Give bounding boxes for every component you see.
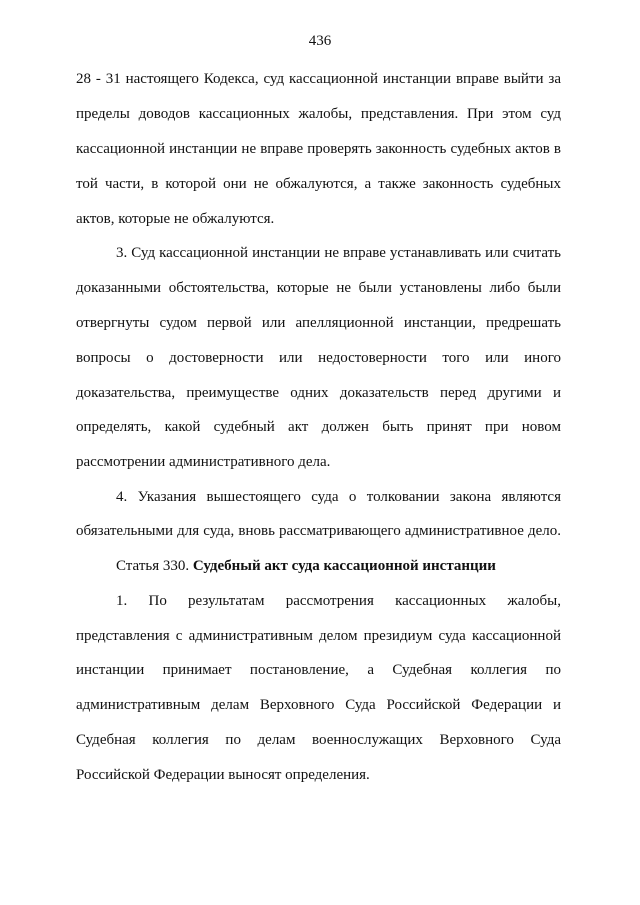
text-line: Российской Федерации выносят определения.: [76, 767, 370, 783]
text-line: рассмотрении административного дела.: [76, 454, 331, 470]
article-title: Судебный акт суда кассационной инстанции: [192, 558, 496, 574]
text-line: обязательными для суда, вновь рассматривающего административное дело.: [76, 523, 561, 539]
text-line: определять, какой судебный акт должен быть принят при новом: [76, 419, 561, 435]
text-line: инстанции принимает постановление, а Судебная коллегия по: [76, 662, 561, 678]
text-line: административным делам Верховного Суда Российской Федерации и: [76, 697, 561, 713]
text-line: отвергнуты судом первой или апелляционной инстанции, предрешать: [76, 315, 561, 331]
text-line: доказанными обстоятельства, которые не были установлены либо были: [76, 280, 561, 296]
text-line: 3. Суд кассационной инстанции не вправе устанавливать или считать: [116, 245, 561, 261]
text-line: 28 - 31 настоящего Кодекса, суд кассационной инстанции вправе выйти за: [76, 71, 561, 87]
text-line: 1. По результатам рассмотрения кассационных жалобы,: [116, 593, 561, 609]
text-line: кассационной инстанции не вправе проверять законность судебных актов в: [76, 141, 561, 157]
article-number: Статья 330.: [116, 558, 193, 574]
article-heading: [116, 556, 561, 576]
text-line: доказательства, преимуществе одних доказательств перед другими и: [76, 385, 561, 401]
text-line: вопросы о достоверности или недостоверности того или иного: [76, 350, 561, 366]
text-line: представления с административным делом президиум суда кассационной: [76, 628, 561, 644]
text-line: той части, в которой они не обжалуются, а также законность судебных: [76, 176, 561, 192]
text-line: пределы доводов кассационных жалобы, представления. При этом суд: [76, 106, 561, 122]
page-number: 436: [308, 33, 332, 49]
text-line: 4. Указания вышестоящего суда о толковании закона являются: [116, 489, 561, 505]
text-line: актов, которые не обжалуются.: [76, 211, 275, 227]
text-line: Судебная коллегия по делам военнослужащих Верховного Суда: [76, 732, 561, 748]
